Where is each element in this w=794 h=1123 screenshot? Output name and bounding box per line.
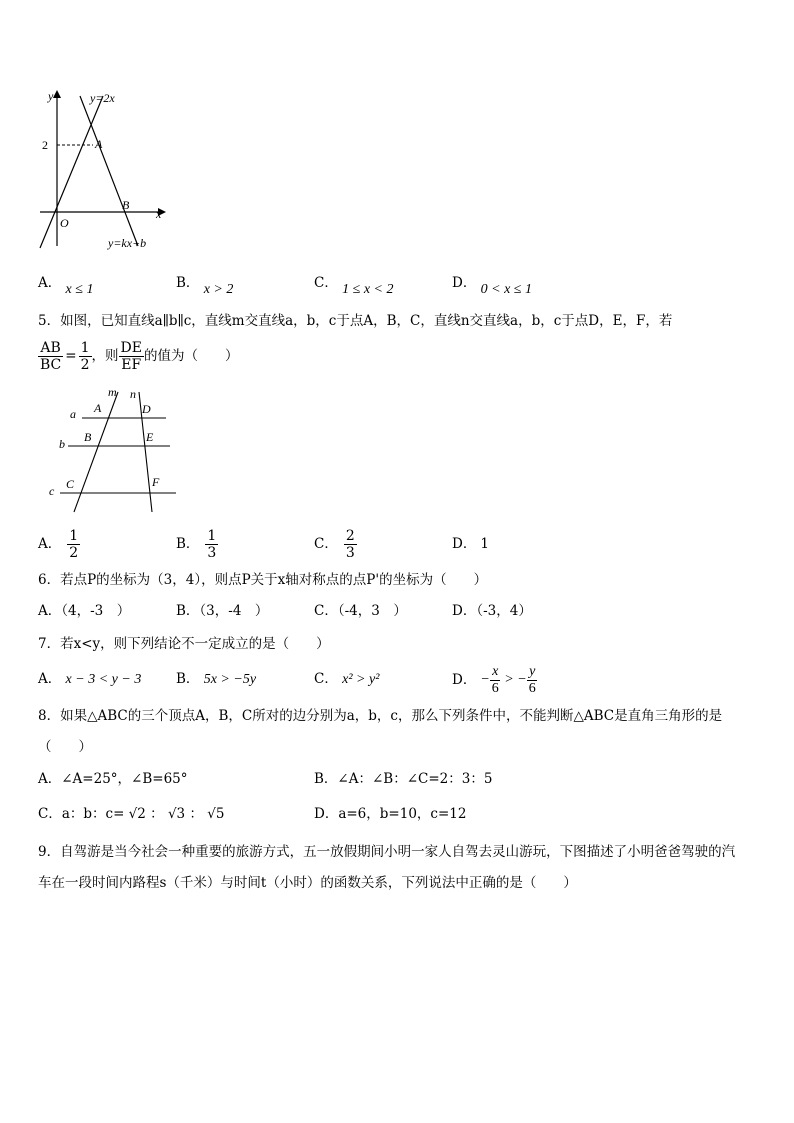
y-tick-2: 2 bbox=[42, 138, 48, 152]
q7-option-a: A． x − 3 < y − 3 bbox=[38, 671, 142, 687]
q9-line-1: 9．自驾游是当今社会一种重要的旅游方式，五一放假期间小明一家人自驾去灵山游玩，下图描述了小明爸爸驾驶的汽 bbox=[38, 844, 736, 860]
q6-option-d: D．（-3，4） bbox=[452, 603, 532, 619]
q6-stem: 6．若点P的坐标为（3，4），则点P关于x轴对称点的点P'的坐标为（ ） bbox=[38, 572, 488, 588]
q8-option-d: D．a=6，b=10，c=12 bbox=[314, 806, 467, 822]
frac-half: $\frac{1}{2}$ bbox=[80, 339, 90, 373]
label-b: b bbox=[59, 437, 65, 451]
q4-option-c: C． 1 ≤ x < 2 bbox=[314, 275, 394, 297]
line2-label: y=kx+b bbox=[108, 236, 147, 250]
frac-ab-bc: $\frac{AB}{BC}$ bbox=[40, 339, 62, 373]
y-axis-arrow bbox=[53, 90, 61, 98]
q7-option-d: D． − $\frac{x}{6}$ > − $\frac{y}{6}$ bbox=[452, 663, 536, 696]
q5-condition: $\frac{AB}{BC}$ = $\frac{1}{2}$ ，则 $\frac{DE}{EF}$ 的值为（ ） bbox=[40, 339, 239, 373]
q6-option-c: C．（-4，3 ） bbox=[314, 603, 407, 619]
q5-option-d: D． 1 bbox=[452, 536, 489, 552]
label-E: E bbox=[146, 430, 154, 444]
label-C: C bbox=[66, 477, 75, 491]
q6-option-b: B．（3，-4 ） bbox=[176, 603, 269, 619]
point-b-label: B bbox=[122, 198, 130, 212]
label-m: m bbox=[108, 385, 117, 399]
q8-option-a: A．∠A=25°，∠B=65° bbox=[38, 771, 188, 787]
q8-option-b: B．∠A：∠B：∠C=2：3：5 bbox=[314, 771, 493, 787]
q8-stem-2: （ ） bbox=[38, 739, 92, 755]
line1-label: y=2x bbox=[90, 91, 115, 105]
frac-de-ef: $\frac{DE}{EF}$ bbox=[120, 339, 142, 373]
point-a-label: A bbox=[95, 137, 103, 151]
y-axis-label: y bbox=[48, 89, 54, 103]
q5-option-a: A． $\frac{1}{2}$ bbox=[38, 527, 79, 561]
label-D: D bbox=[142, 402, 151, 416]
label-A: A bbox=[94, 401, 102, 415]
q5-option-c: C． $\frac{2}{3}$ bbox=[314, 527, 355, 561]
q7-option-b: B． 5x > −5y bbox=[176, 671, 257, 687]
label-a: a bbox=[70, 407, 76, 421]
q9-line-2: 车在一段时间内路程s（千米）与时间t（小时）的函数关系，下列说法中正确的是（ ） bbox=[38, 875, 577, 891]
q4-option-a: A． x ≤ 1 bbox=[38, 275, 94, 297]
q7-stem: 7．若x<y，则下列结论不一定成立的是（ ） bbox=[38, 636, 330, 652]
label-c: c bbox=[49, 484, 55, 498]
q4-option-b: B． x > 2 bbox=[176, 275, 234, 297]
label-B: B bbox=[84, 430, 92, 444]
q5-option-b: B． $\frac{1}{3}$ bbox=[176, 527, 217, 561]
line-kx-b bbox=[80, 96, 138, 246]
q5-stem: 5．如图，已知直线a∥b∥c，直线m交直线a，b，c于点A，B，C，直线n交直线a，b，c于点D，E，F，若 bbox=[38, 313, 673, 329]
q7-option-c: C． x² > y² bbox=[314, 671, 380, 687]
q4-option-d: D． 0 < x ≤ 1 bbox=[452, 275, 532, 297]
x-axis-label: x bbox=[156, 207, 162, 221]
q8-stem: 8．如果△ABC的三个顶点A，B，C所对的边分别为a，b，c，那么下列条件中，不能判断△ABC是直角三角形的是 bbox=[38, 708, 723, 724]
label-n: n bbox=[130, 387, 136, 401]
q6-option-a: A．（4，-3 ） bbox=[38, 603, 131, 619]
origin-label: O bbox=[60, 216, 69, 230]
q5-figure bbox=[44, 384, 184, 516]
line-y-2x bbox=[40, 96, 103, 248]
q8-option-c: C．a：b：c= √2 ： √3 ： √5 bbox=[38, 806, 225, 822]
label-F: F bbox=[152, 475, 160, 489]
q4-graph bbox=[30, 86, 170, 256]
